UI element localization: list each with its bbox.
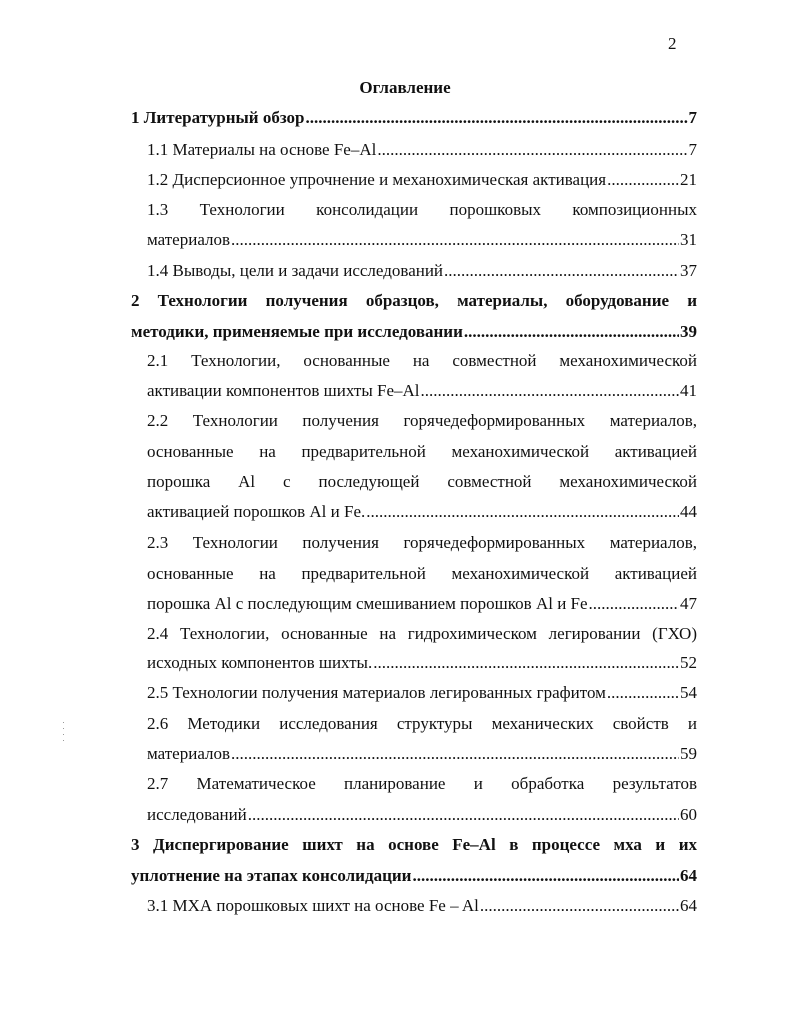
page-number: 2: [668, 34, 677, 53]
toc-entry-line[interactable]: [147, 773, 697, 795]
toc-page-number: 59: [680, 744, 697, 763]
toc-entry-text: 2 Технологии получения образцов, материалы, оборудование и: [131, 291, 697, 310]
toc-entry-line[interactable]: [147, 199, 697, 221]
dot-leader: [589, 593, 679, 615]
toc-entry-line[interactable]: [147, 410, 697, 432]
toc-entry-text: 2.7 Математическое планирование и обработка результатов: [147, 774, 697, 793]
dot-leader: [607, 682, 679, 704]
toc-page-number: 44: [680, 502, 697, 521]
dot-leader: [306, 107, 688, 129]
dot-leader: [607, 169, 679, 191]
toc-entry-line[interactable]: [131, 290, 697, 312]
toc-entry-text: 3.1 МХА порошковых шихт на основе Fe – Al: [147, 896, 479, 915]
dot-leader: [412, 865, 679, 887]
dot-leader: [248, 804, 679, 826]
toc-entry-line[interactable]: [147, 229, 697, 251]
toc-entry-text: 2.6 Методики исследования структуры механических свойств и: [147, 714, 697, 733]
toc-entry-line[interactable]: [147, 593, 697, 615]
toc-entry-text: 2.4 Технологии, основанные на гидрохимическом легировании (ГХО): [147, 624, 697, 643]
toc-page-number: 21: [680, 170, 697, 189]
toc-entry-text: 2.1 Технологии, основанные на совместной механохимической: [147, 351, 697, 370]
toc-entry-text: методики, применяемые при исследовании: [131, 322, 463, 341]
toc-entry-text: порошка Al с последующей совместной механохимической: [147, 472, 697, 491]
toc-entry-line[interactable]: [147, 139, 697, 161]
toc-entry-text: 1.1 Материалы на основе Fe–Al: [147, 140, 377, 159]
toc-entry-line[interactable]: [147, 682, 697, 704]
toc-title: Оглавление: [359, 78, 451, 97]
toc-entry-line[interactable]: [131, 834, 697, 856]
toc-entry-line[interactable]: [147, 652, 697, 674]
dot-leader: [464, 321, 679, 343]
toc-entry-text: 2.5 Технологии получения материалов легированных графитом: [147, 683, 606, 702]
toc-entry-line[interactable]: [147, 471, 697, 493]
toc-entry-text: 1.2 Дисперсионное упрочнение и механохимическая активация: [147, 170, 607, 189]
toc-entry-text: активации компонентов шихты Fe–Al: [147, 381, 420, 400]
toc-entry-line[interactable]: [147, 743, 697, 765]
toc-page-number: 39: [680, 322, 697, 341]
toc-entry-text: исследований: [147, 805, 247, 824]
toc-entry-line[interactable]: [147, 501, 697, 523]
toc-entry-text: 3 Диспергирование шихт на основе Fe–Al в процессе мха и их: [131, 835, 697, 854]
toc-entry-text: уплотнение на этапах консолидации: [131, 866, 412, 885]
toc-entry-text: основанные на предварительной механохимической активацией: [147, 564, 697, 583]
toc-page-number: 60: [680, 805, 697, 824]
toc-entry-text: 2.2 Технологии получения горячедеформированных материалов,: [147, 411, 697, 430]
dot-leader: [480, 895, 679, 917]
toc-entry-text: исходных компонентов шихты.: [147, 653, 373, 672]
toc-entry-line[interactable]: [147, 350, 697, 372]
toc-entry-line[interactable]: [147, 713, 697, 735]
dot-leader: [421, 380, 679, 402]
toc-entry-text: активацией порошков Al и Fe.: [147, 502, 366, 521]
toc-entry-line[interactable]: [131, 865, 697, 887]
toc-entry-line[interactable]: [147, 380, 697, 402]
toc-entry-line[interactable]: [147, 169, 697, 191]
toc-page-number: 52: [680, 653, 697, 672]
toc-entry-line[interactable]: [131, 321, 697, 343]
toc-page-number: 47: [680, 594, 697, 613]
toc-page-number: 37: [680, 261, 697, 280]
dot-leader: [377, 139, 687, 161]
toc-page-number: 64: [680, 896, 697, 915]
toc-entry-line[interactable]: [147, 895, 697, 917]
toc-page-number: 64: [680, 866, 697, 885]
toc-page-number: 7: [688, 140, 697, 159]
toc-page-number: 31: [680, 230, 697, 249]
toc-entry-line[interactable]: [147, 260, 697, 282]
toc-entry-text: 1 Литературный обзор: [131, 108, 305, 127]
dot-leader: [366, 501, 679, 523]
toc-entry-line[interactable]: [147, 441, 697, 463]
toc-entry-text: материалов: [147, 744, 231, 763]
toc-entry-line[interactable]: [147, 532, 697, 554]
toc-entry-text: 2.3 Технологии получения горячедеформированных материалов,: [147, 533, 697, 552]
dot-leader: [231, 743, 679, 765]
toc-entry-line[interactable]: [147, 804, 697, 826]
toc-page-number: 7: [688, 108, 697, 127]
toc-entry-line[interactable]: [147, 563, 697, 585]
dot-leader: [444, 260, 679, 282]
toc-entry-text: 1.3 Технологии консолидации порошковых композиционных: [147, 200, 697, 219]
toc-entry-text: основанные на предварительной механохимической активацией: [147, 442, 697, 461]
toc-entry-text: материалов: [147, 230, 231, 249]
dot-leader: [231, 229, 679, 251]
toc-page-number: 54: [680, 683, 697, 702]
toc-entry-text: порошка Al с последующим смешиванием порошков Al и Fe: [147, 594, 588, 613]
dot-leader: [373, 652, 679, 674]
toc-entry-line[interactable]: [131, 107, 697, 129]
toc-entry-line[interactable]: [147, 623, 697, 645]
toc-entry-text: 1.4 Выводы, цели и задачи исследований: [147, 261, 444, 280]
toc-page-number: 41: [680, 381, 697, 400]
